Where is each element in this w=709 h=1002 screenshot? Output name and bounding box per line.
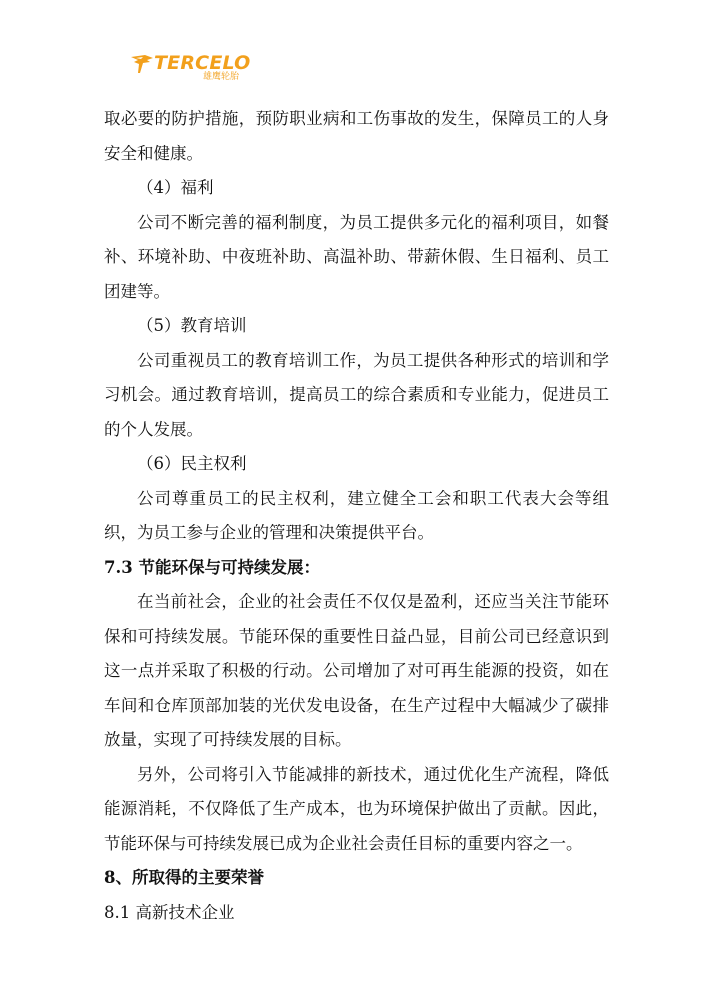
section-heading-8-1: 8.1 高新技术企业 (104, 902, 235, 922)
subheading-training: （5）教育培训 (137, 316, 247, 335)
document-body (104, 102, 609, 930)
paragraph-democratic-rights: 公司尊重员工的民主权利，建立健全工会和职工代表大会等组织，为员工参与企业的管理和决策提供平台。 (104, 488, 609, 542)
paragraph-training: 公司重视员工的教育培训工作，为员工提供各种形式的培训和学习机会。通过教育培训，提高员工的综合素质和专业能力，促进员工的个人发展。 (104, 350, 609, 439)
paragraph-emission-reduction: 另外，公司将引入节能减排的新技术，通过优化生产流程，降低能源消耗，不仅降低了生产成本，也为环境保护做出了贡献。因此，节能环保与可持续发展已成为企业社会责任目标的重要内容之一。 (104, 764, 609, 853)
company-logo (130, 50, 255, 84)
subheading-democratic-rights: （6）民主权利 (137, 454, 247, 473)
logo-subtitle: 雄鹰轮胎 (203, 72, 240, 82)
eagle-logo-icon (130, 54, 154, 74)
paragraph-energy-saving: 在当前社会，企业的社会责任不仅仅是盈利，还应当关注节能环保和可持续发展。节能环保的重要性日益凸显，目前公司已经意识到这一点并采取了积极的行动。公司增加了对可再生能源的投资，如在车间和仓库顶部加装的光伏发电设备，在生产过程中大幅减少了碳排放量，实现了可持续发展的目标。 (104, 592, 609, 749)
subheading-welfare: （4）福利 (137, 178, 214, 197)
section-heading-8: 8、所取得的主要荣誉 (104, 868, 264, 887)
section-heading-7-3: 7.3 节能环保与可持续发展： (104, 557, 320, 577)
paragraph-safety: 取必要的防护措施，预防职业病和工伤事故的发生，保障员工的人身安全和健康。 (104, 109, 609, 163)
logo-wordmark: TERCELO (154, 52, 251, 74)
paragraph-welfare: 公司不断完善的福利制度，为员工提供多元化的福利项目，如餐补、环境补助、中夜班补助、高温补助、带薪休假、生日福利、员工团建等。 (104, 212, 609, 301)
